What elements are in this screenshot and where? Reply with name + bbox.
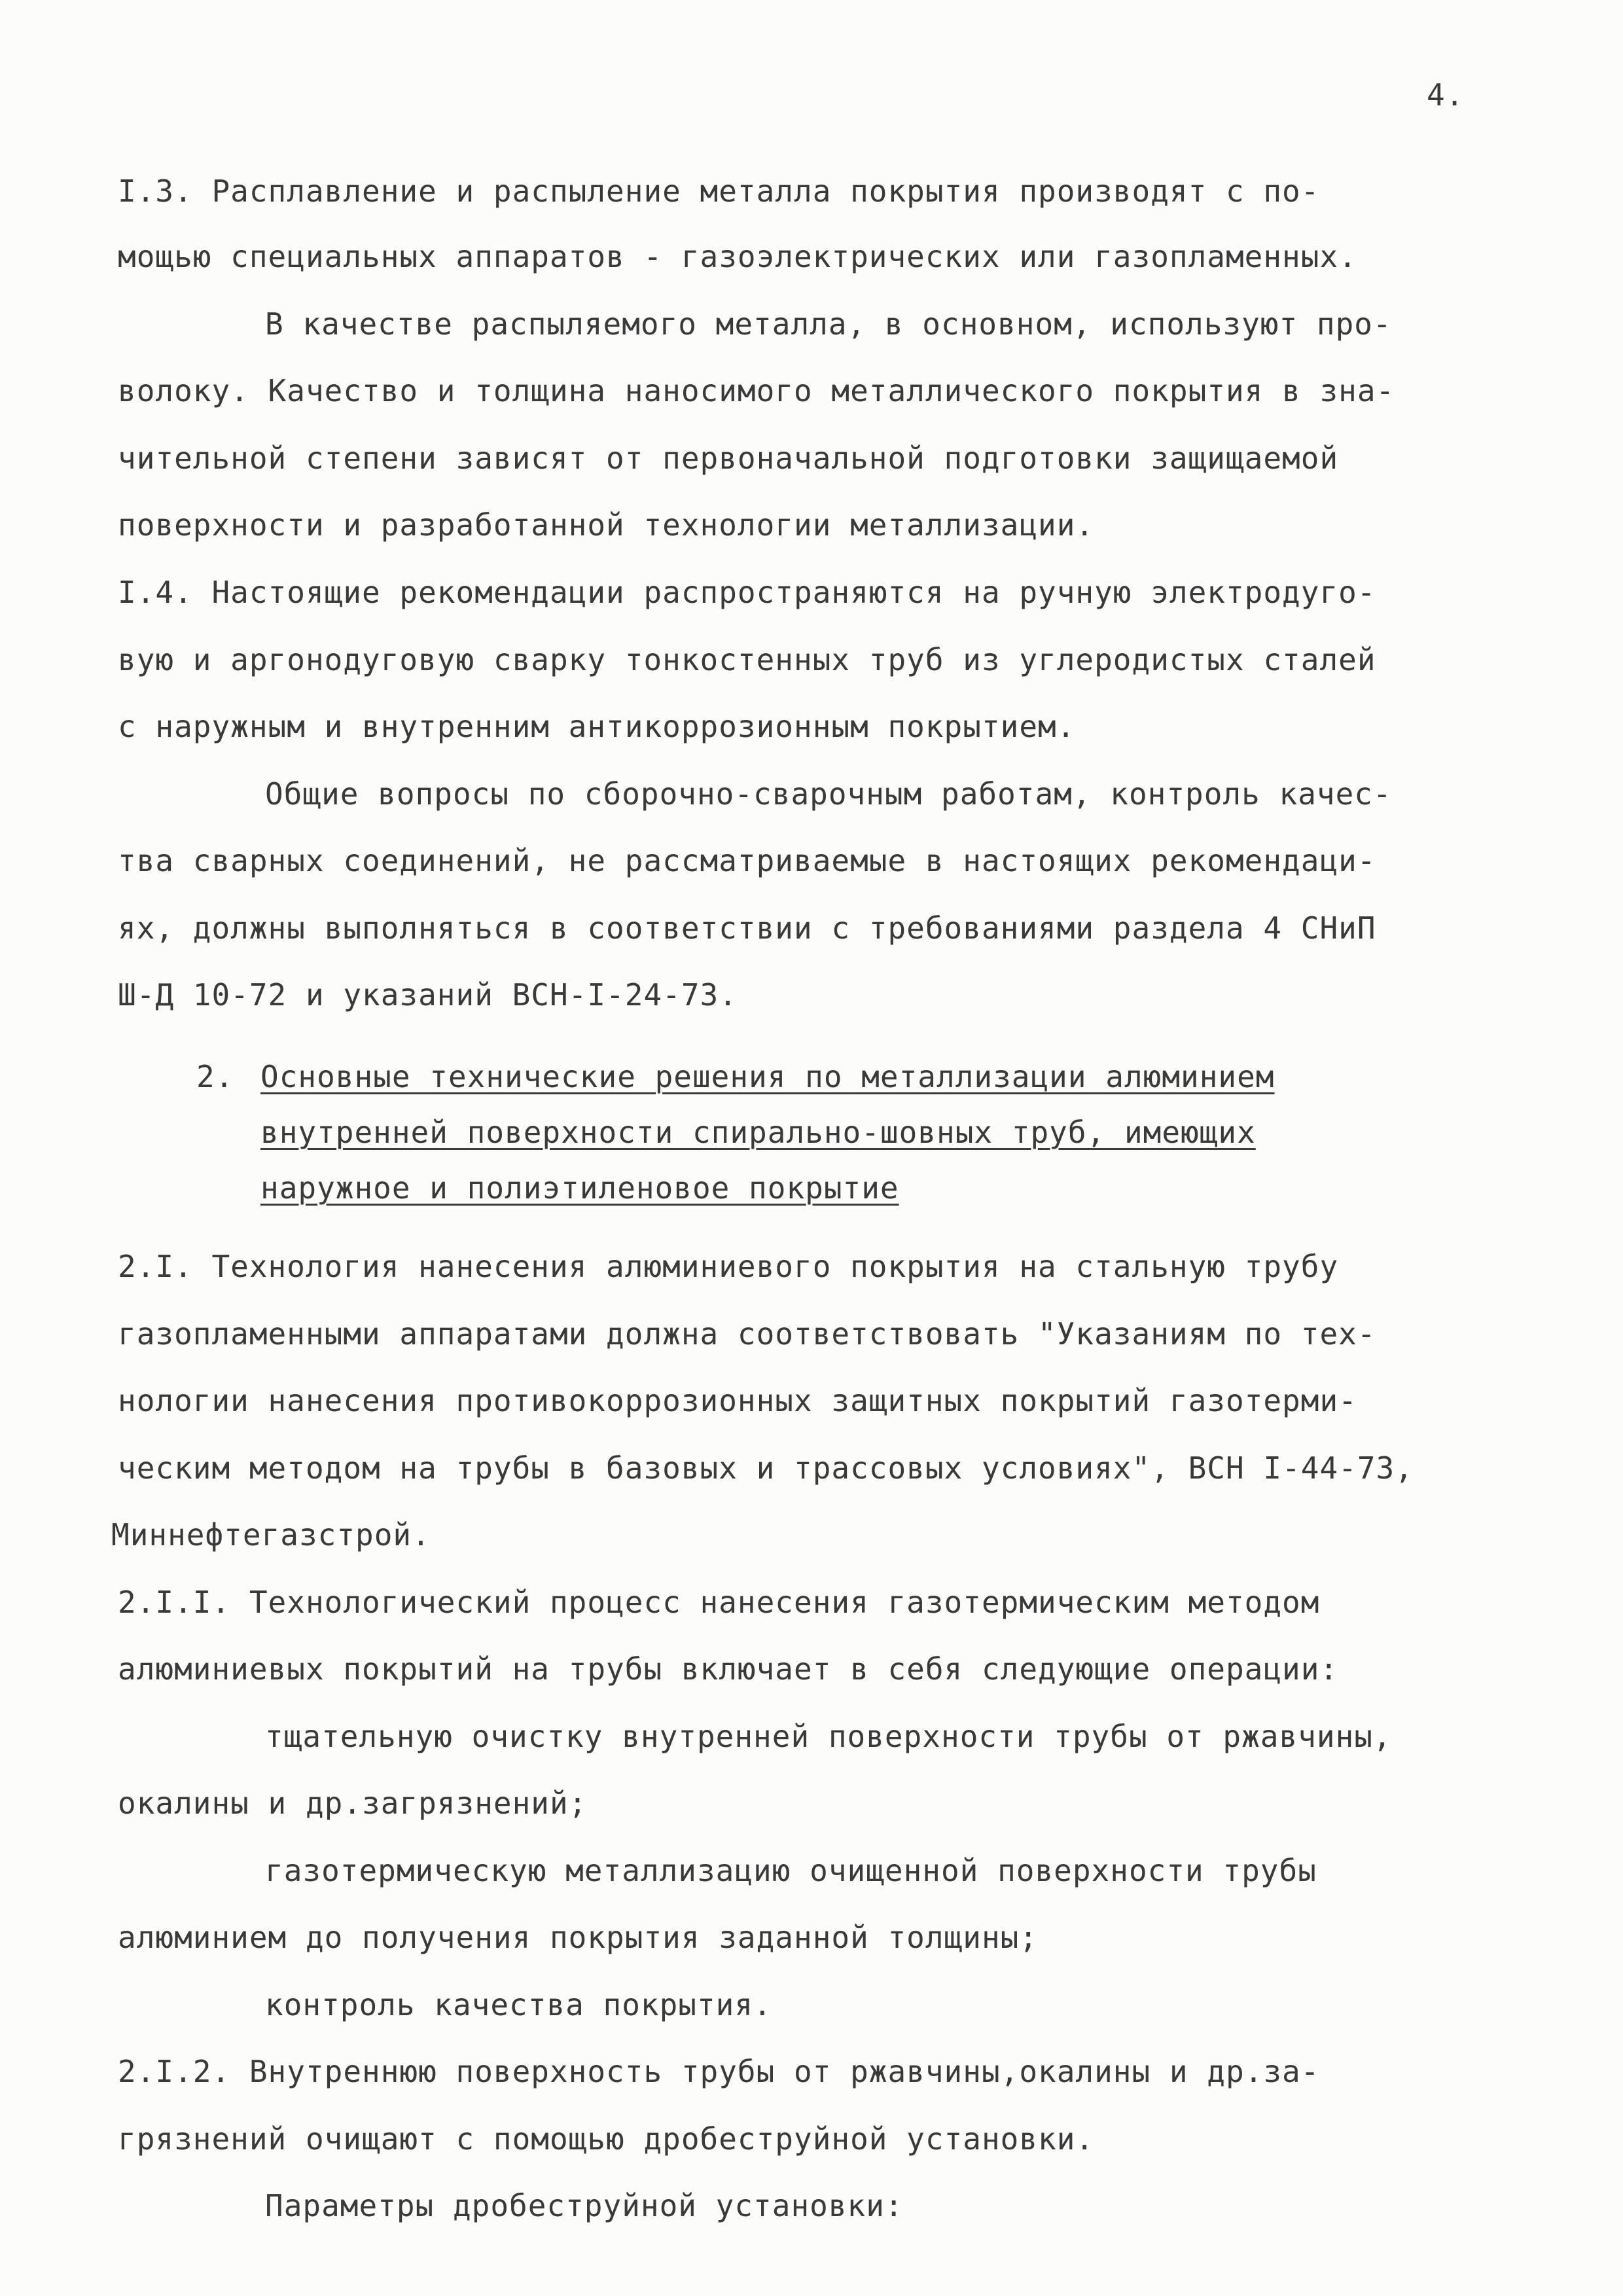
text-line: Параметры дробеструйной установки: [265, 2188, 904, 2223]
text-line: ческим методом на трубы в базовых и трассовых условиях", ВСН I-44-73, [118, 1450, 1414, 1486]
text-line: нологии нанесения противокоррозионных защитных покрытий газотерми- [118, 1383, 1357, 1418]
text-line: вую и аргонодуговую сварку тонкостенных труб из углеродистых сталей [118, 642, 1376, 677]
text-line: грязнений очищают с помощью дробеструйной установки. [118, 2121, 1095, 2157]
text-line: 2.I. Технология нанесения алюминиевого покрытия на стальную трубу [118, 1249, 1339, 1284]
section-number: 2. [196, 1059, 234, 1094]
text-line: Общие вопросы по сборочно-сварочным работам, контроль качес- [265, 776, 1392, 812]
text-line: I.4. Настоящие рекомендации распространяются на ручную электродуго- [118, 575, 1376, 610]
text-line: газотермическую металлизацию очищенной поверхности трубы [265, 1853, 1317, 1888]
text-line: чительной степени зависят от первоначальной подготовки защищаемой [118, 440, 1339, 476]
text-line: 2.I.I. Технологический процесс нанесения газотермическим методом [118, 1585, 1320, 1620]
section-heading-line: наружное и полиэтиленовое покрытие [260, 1170, 899, 1206]
text-line: окалины и др.загрязнений; [118, 1785, 588, 1821]
text-line: алюминием до получения покрытия заданной толщины; [118, 1920, 1039, 1955]
text-line: тщательную очистку внутренней поверхности трубы от ржавчины, [265, 1719, 1392, 1754]
text-line: I.3. Расплавление и распыление металла покрытия производят с по- [118, 173, 1320, 209]
text-line: поверхности и разработанной технологии металлизации. [118, 507, 1095, 543]
text-line: В качестве распыляемого металла, в основном, используют про- [265, 306, 1392, 342]
text-line: Миннефтегазстрой. [111, 1517, 431, 1552]
text-line: волоку. Качество и толщина наносимого металлического покрытия в зна- [118, 373, 1395, 408]
text-line: 2.I.2. Внутреннюю поверхность трубы от ржавчины,окалины и др.за- [118, 2054, 1320, 2089]
text-line: контроль качества покрытия. [265, 1987, 772, 2022]
text-line: газопламенными аппаратами должна соответствовать "Указаниям по тех- [118, 1316, 1376, 1352]
text-line: тва сварных соединений, не рассматриваемые в настоящих рекомендаци- [118, 843, 1376, 878]
text-line: Ш-Д 10-72 и указаний ВСН-I-24-73. [118, 977, 738, 1013]
text-line: ях, должны выполняться в соответствии с требованиями раздела 4 СНиП [118, 910, 1376, 946]
section-heading-line: внутренней поверхности спирально-шовных труб, имеющих [260, 1115, 1256, 1150]
text-line: с наружным и внутренним антикоррозионным покрытием. [118, 709, 1076, 744]
page-number: 4. [1427, 77, 1465, 113]
text-line: алюминиевых покрытий на трубы включает в себя следующие операции: [118, 1651, 1339, 1687]
text-line: мощью специальных аппаратов - газоэлектрических или газопламенных. [118, 239, 1357, 274]
section-heading-line: Основные технические решения по металлизации алюминием [260, 1059, 1275, 1094]
